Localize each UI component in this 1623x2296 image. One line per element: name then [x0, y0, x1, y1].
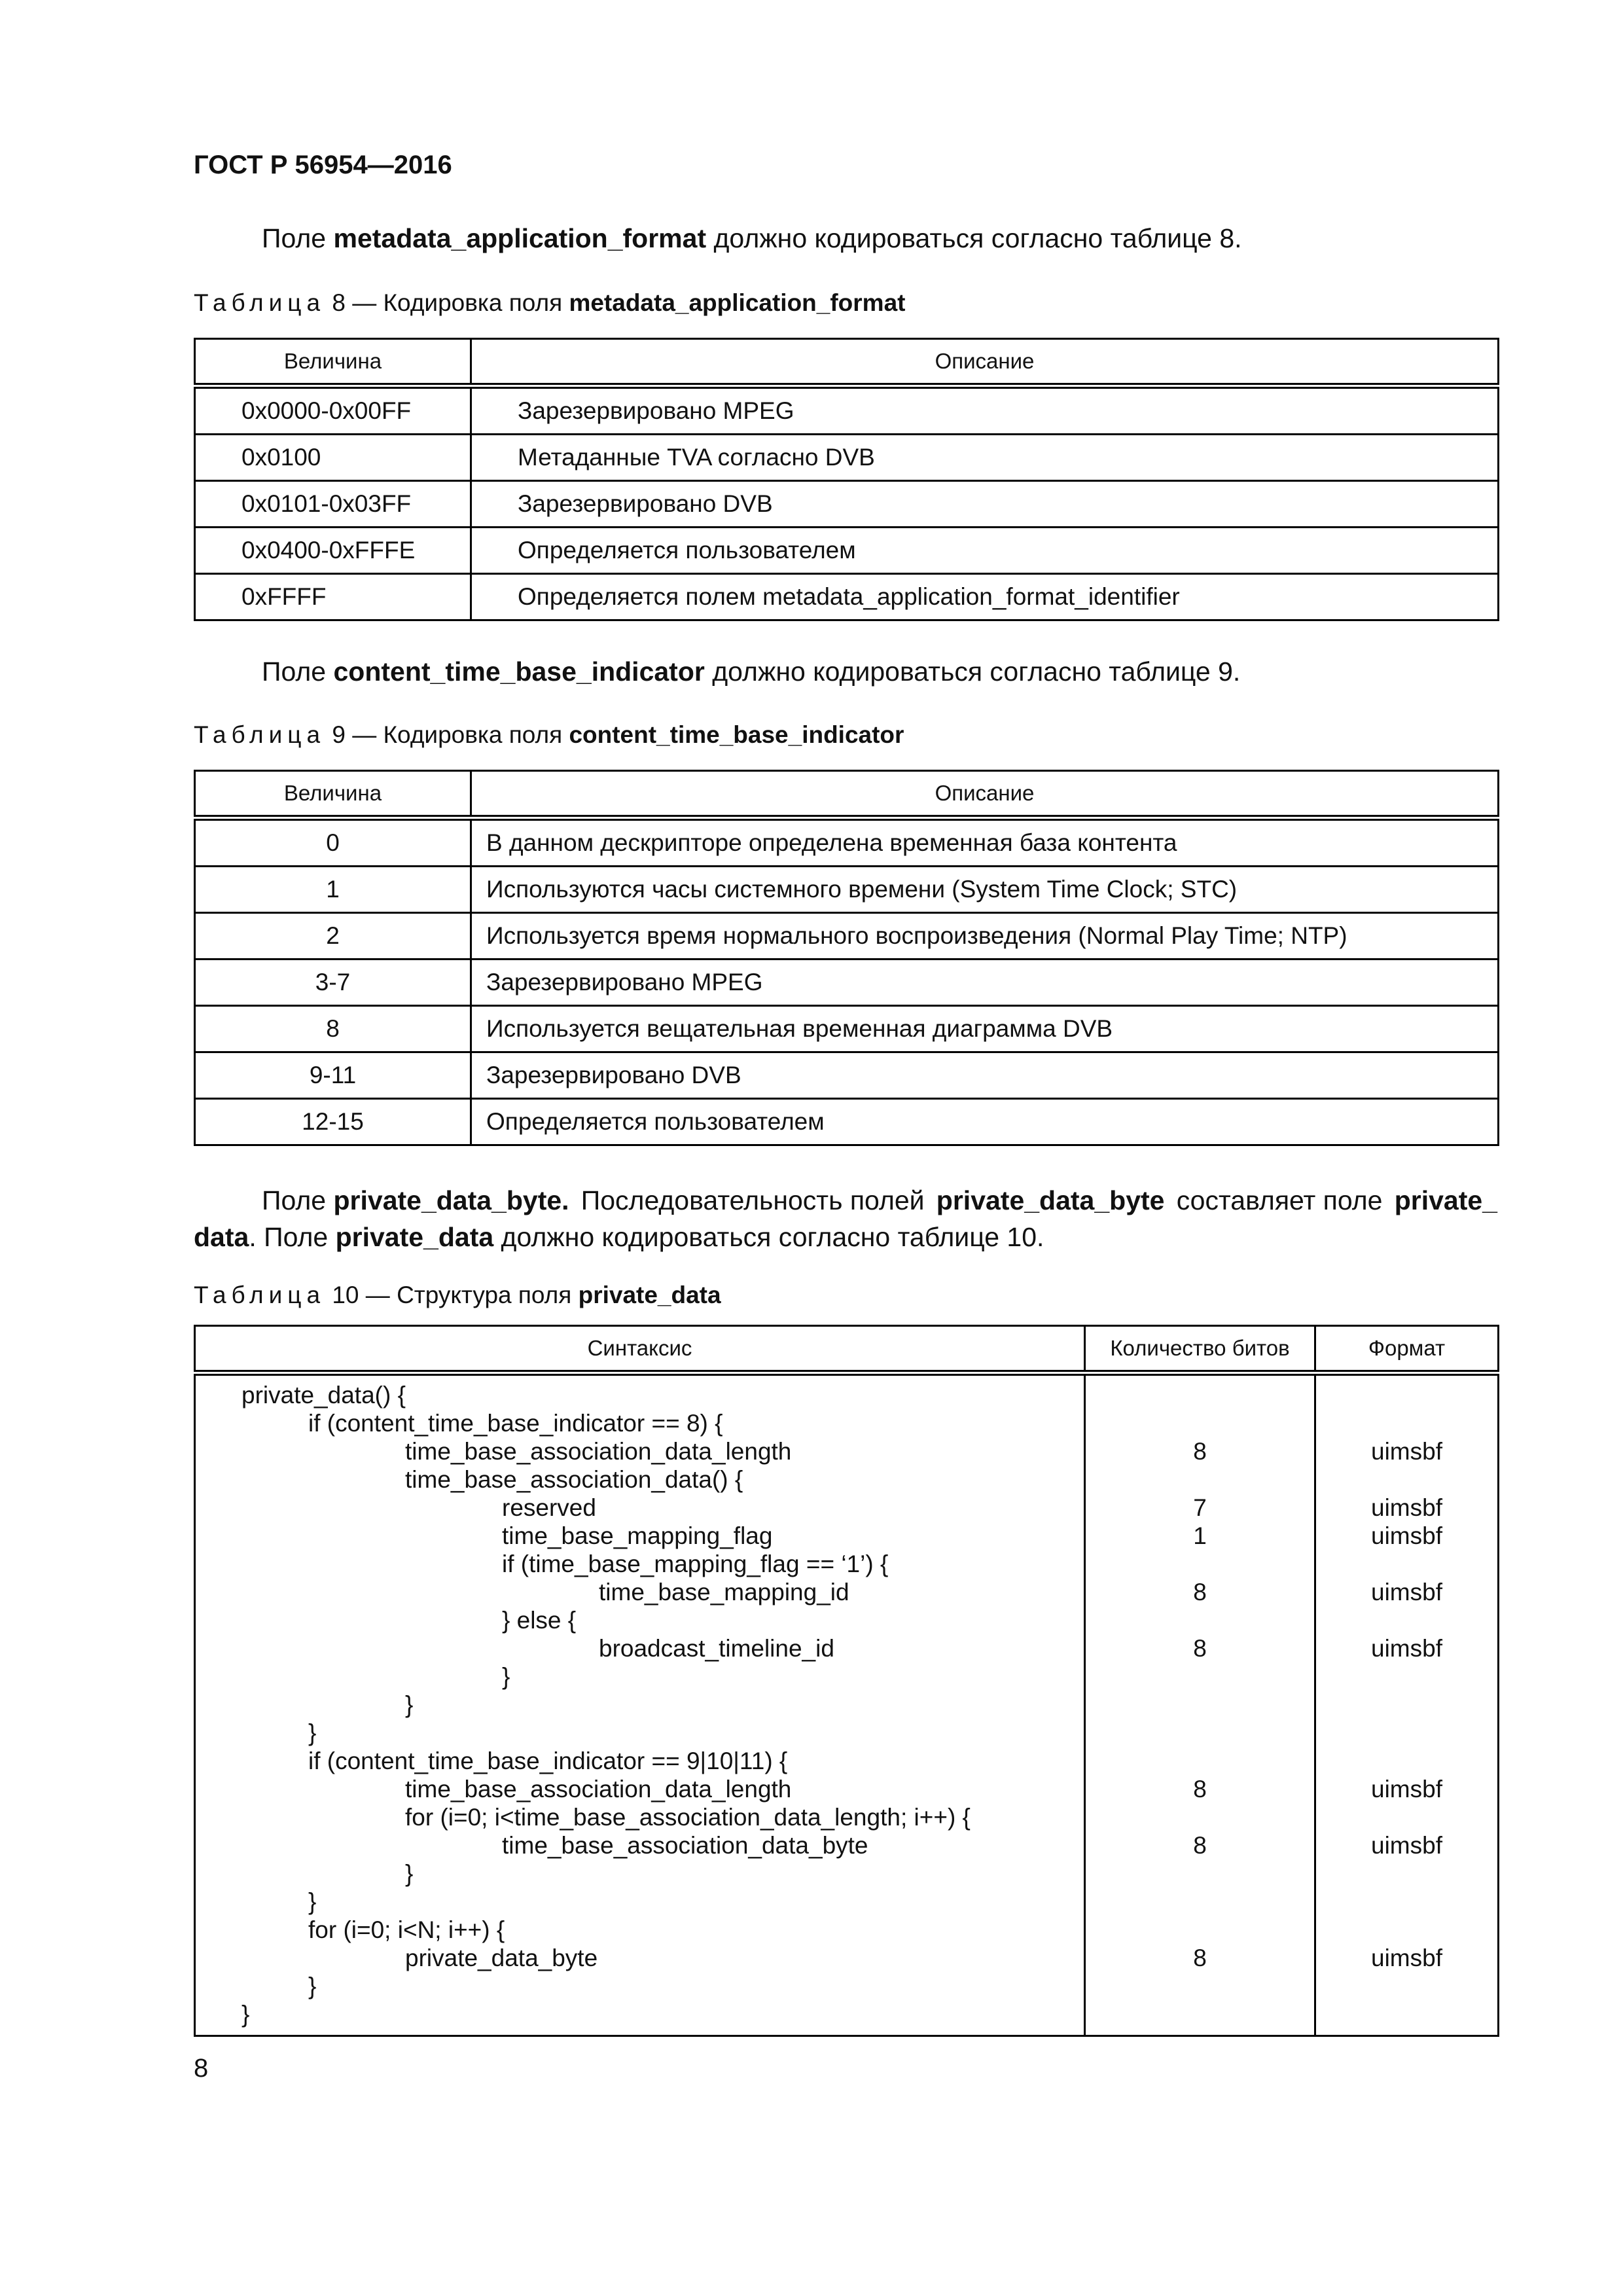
syntax-line: time_base_association_data_length [405, 1438, 792, 1465]
bits-cell: 8 [1193, 1438, 1207, 1465]
para3-text-1: Поле [262, 1185, 334, 1215]
bits-cell [1086, 1691, 1314, 1719]
table-row [195, 1052, 1499, 1099]
table-row [195, 574, 1499, 620]
syntax-line: time_base_mapping_id [599, 1579, 849, 1605]
bits-cell: 7 [1193, 1494, 1207, 1521]
format-cell: uimsbf [1371, 1438, 1442, 1465]
paragraph-3 [194, 1182, 1497, 1255]
table8-cell-description: Метаданные TVA согласно DVB [471, 435, 1499, 481]
format-cell [1316, 2000, 1497, 2028]
table9-caption [194, 721, 904, 749]
table-row [195, 1006, 1499, 1052]
bits-cell [1086, 1381, 1314, 1409]
table-row [195, 481, 1499, 528]
para2-text-end: должно кодироваться согласно таблице 9. [704, 656, 1241, 687]
bits-cell [1086, 2000, 1314, 2028]
table8-cell-description: Определяется полем metadata_application_format_identifier [471, 574, 1499, 620]
table9-cell-description: Используется время нормального воспроизведения (Normal Play Time; NTP) [471, 913, 1499, 960]
syntax-line: time_base_association_data_byte [502, 1832, 868, 1859]
syntax-line: private_data_byte [405, 1945, 598, 1971]
table9-caption-word: Таблица [194, 721, 326, 748]
syntax-line: broadcast_timeline_id [599, 1635, 834, 1662]
table10-header-row [195, 1326, 1499, 1373]
bits-cell [1086, 1719, 1314, 1747]
bits-cell [1086, 1747, 1314, 1775]
format-cell [1316, 1916, 1497, 1944]
format-cell: uimsbf [1371, 1522, 1442, 1549]
format-cell: uimsbf [1371, 1945, 1442, 1971]
para3-text-2: Последовательность полей [580, 1185, 925, 1215]
syntax-line: } [308, 1719, 317, 1746]
para2-field: content_time_base_indicator [333, 656, 705, 687]
para3-text-3: составляет поле [1176, 1185, 1383, 1215]
para3-field-3: private_ [1394, 1185, 1497, 1215]
bits-cell [1086, 1972, 1314, 2000]
table9-cell-description: Используются часы системного времени (System Time Clock; STC) [471, 867, 1499, 913]
table9-caption-text: 9 — Кодировка поля [325, 721, 569, 748]
paragraph-2 [194, 653, 1503, 690]
format-cell [1316, 1550, 1497, 1578]
para3-field-5: private_data [335, 1222, 494, 1252]
table8-caption-field: metadata_application_format [569, 289, 906, 316]
syntax-line: time_base_mapping_flag [502, 1522, 773, 1549]
table9-header-description: Описание [471, 771, 1499, 818]
table-row [195, 435, 1499, 481]
table-row [195, 867, 1499, 913]
table10 [194, 1325, 1499, 2037]
syntax-line: if (content_time_base_indicator == 9|10|11) { [308, 1748, 788, 1774]
syntax-line: } [405, 1860, 414, 1887]
paragraph-3-line-2 [194, 1219, 1497, 1255]
table9-cell-value: 0 [195, 818, 471, 867]
format-cell [1316, 1803, 1497, 1831]
table8-caption [194, 289, 905, 317]
document-header: ГОСТ Р 56954—2016 [194, 151, 452, 179]
table8-cell-value: 0x0101-0x03FF [195, 481, 471, 528]
para1-text-end: должно кодироваться согласно таблице 8. [706, 223, 1242, 253]
table-row [195, 913, 1499, 960]
bits-cell: 8 [1193, 1776, 1207, 1803]
format-cell [1316, 1972, 1497, 2000]
bits-cell [1086, 1662, 1314, 1691]
bits-cell [1086, 1803, 1314, 1831]
table-row [195, 1099, 1499, 1145]
bits-cell: 1 [1193, 1522, 1207, 1549]
table-row [195, 818, 1499, 867]
table8-cell-description: Зарезервировано MPEG [471, 386, 1499, 435]
table9-caption-field: content_time_base_indicator [569, 721, 904, 748]
para1-text: Поле [262, 223, 334, 253]
table10-bits-column [1085, 1373, 1315, 2036]
syntax-line: private_data() { [241, 1382, 406, 1408]
table10-header-syntax: Синтаксис [195, 1326, 1085, 1373]
format-cell: uimsbf [1371, 1635, 1442, 1662]
syntax-line: } [241, 2001, 250, 2028]
syntax-line: for (i=0; i<time_base_association_data_length; i++) { [405, 1804, 971, 1831]
table8-cell-description: Зарезервировано DVB [471, 481, 1499, 528]
bits-cell [1086, 1859, 1314, 1888]
table8-caption-text: 8 — Кодировка поля [325, 289, 569, 316]
table8-cell-value: 0x0400-0xFFFE [195, 528, 471, 574]
table10-header-bits: Количество битов [1085, 1326, 1315, 1373]
table-row [195, 528, 1499, 574]
table10-header-format: Формат [1315, 1326, 1499, 1373]
table-row [195, 386, 1499, 435]
para3-field-1: private_data_byte. [333, 1185, 569, 1215]
format-cell: uimsbf [1371, 1832, 1442, 1859]
table-row [195, 960, 1499, 1006]
syntax-line: if (content_time_base_indicator == 8) { [308, 1410, 723, 1437]
table8-cell-value: 0xFFFF [195, 574, 471, 620]
table10-caption-field: private_data [578, 1282, 721, 1308]
format-cell [1316, 1859, 1497, 1888]
syntax-line: } [308, 1888, 317, 1915]
page-number: 8 [194, 2054, 209, 2083]
table10-caption-word: Таблица [194, 1282, 326, 1308]
table9 [194, 770, 1499, 1146]
bits-cell [1086, 1888, 1314, 1916]
paragraph-1 [194, 220, 1503, 257]
table9-cell-description: Определяется пользователем [471, 1099, 1499, 1145]
syntax-line: } [308, 1973, 317, 2000]
table10-body-row [195, 1373, 1499, 2036]
bits-cell [1086, 1550, 1314, 1578]
table10-format-column [1315, 1373, 1499, 2036]
bits-cell: 8 [1193, 1579, 1207, 1605]
table9-cell-value: 2 [195, 913, 471, 960]
bits-cell [1086, 1606, 1314, 1634]
table9-cell-value: 8 [195, 1006, 471, 1052]
syntax-line: reserved [502, 1494, 596, 1521]
table9-cell-value: 3-7 [195, 960, 471, 1006]
para1-field: metadata_application_format [333, 223, 707, 253]
syntax-line: } [405, 1691, 414, 1718]
table8-header-row [195, 339, 1499, 386]
format-cell [1316, 1888, 1497, 1916]
syntax-line: time_base_association_data() { [405, 1466, 743, 1493]
syntax-line: for (i=0; i<N; i++) { [308, 1916, 505, 1943]
format-cell [1316, 1691, 1497, 1719]
para3-text-5: должно кодироваться согласно таблице 10. [493, 1222, 1044, 1252]
table10-caption-text: 10 — Структура поля [325, 1282, 579, 1308]
bits-cell: 8 [1193, 1832, 1207, 1859]
table9-header-value: Величина [195, 771, 471, 818]
para3-field-2: private_data_byte [936, 1185, 1165, 1215]
syntax-line: } [502, 1663, 510, 1690]
para2-text: Поле [262, 656, 334, 687]
format-cell [1316, 1719, 1497, 1747]
syntax-line: if (time_base_mapping_flag == ‘1’) { [502, 1551, 889, 1577]
table8 [194, 338, 1499, 621]
table8-cell-value: 0x0000-0x00FF [195, 386, 471, 435]
format-cell [1316, 1409, 1497, 1437]
table10-caption [194, 1282, 721, 1309]
format-cell [1316, 1747, 1497, 1775]
table8-cell-description: Определяется пользователем [471, 528, 1499, 574]
format-cell: uimsbf [1371, 1776, 1442, 1803]
table8-caption-word: Таблица [194, 289, 326, 316]
table9-cell-description: Зарезервировано DVB [471, 1052, 1499, 1099]
table9-cell-value: 12-15 [195, 1099, 471, 1145]
table8-header-value: Величина [195, 339, 471, 386]
table9-cell-value: 1 [195, 867, 471, 913]
syntax-line: time_base_association_data_length [405, 1776, 792, 1803]
table9-cell-description: В данном дескрипторе определена временная база контента [471, 818, 1499, 867]
paragraph-3-line-1 [194, 1182, 1497, 1219]
format-cell [1316, 1662, 1497, 1691]
table8-header-description: Описание [471, 339, 1499, 386]
table9-cell-value: 9-11 [195, 1052, 471, 1099]
format-cell: uimsbf [1371, 1494, 1442, 1521]
bits-cell [1086, 1465, 1314, 1494]
format-cell [1316, 1465, 1497, 1494]
bits-cell [1086, 1916, 1314, 1944]
bits-cell: 8 [1193, 1945, 1207, 1971]
table9-header-row [195, 771, 1499, 818]
format-cell [1316, 1381, 1497, 1409]
table9-cell-description: Зарезервировано MPEG [471, 960, 1499, 1006]
syntax-line: } else { [502, 1607, 577, 1634]
table9-cell-description: Используется вещательная временная диаграмма DVB [471, 1006, 1499, 1052]
table10-syntax-column [195, 1373, 1085, 2036]
bits-cell [1086, 1409, 1314, 1437]
table8-cell-value: 0x0100 [195, 435, 471, 481]
para3-field-4: data [194, 1222, 249, 1252]
bits-cell: 8 [1193, 1635, 1207, 1662]
para3-text-4: . Поле [249, 1222, 336, 1252]
format-cell: uimsbf [1371, 1579, 1442, 1605]
format-cell [1316, 1606, 1497, 1634]
